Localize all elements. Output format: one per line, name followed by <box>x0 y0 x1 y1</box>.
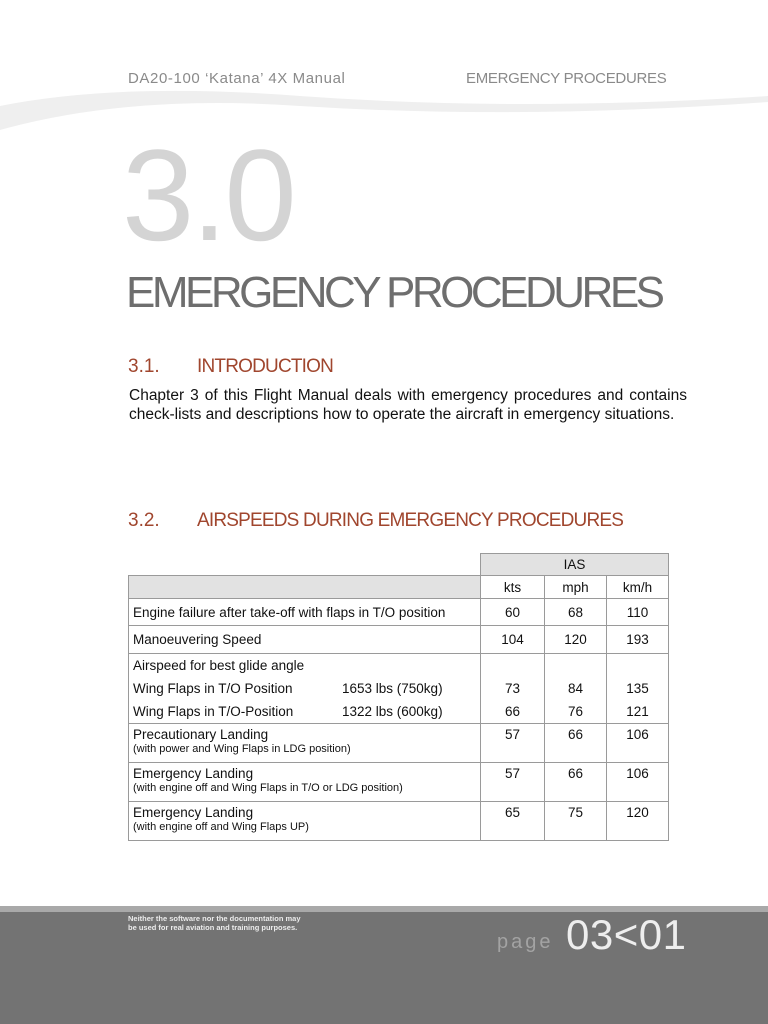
unit-mph: mph <box>545 576 607 599</box>
section-title: AIRSPEEDS DURING EMERGENCY PROCEDURES <box>197 510 624 531</box>
page-number: 03<01 <box>566 911 687 958</box>
table-row: Emergency Landing (with engine off and Wing Flaps in T/O or LDG position) 57 66 106 <box>129 763 669 802</box>
airspeed-table <box>128 553 669 841</box>
table-row: Precautionary Landing (with power and Wing Flaps in LDG position) 57 66 106 <box>129 724 669 763</box>
row-note: (with power and Wing Flaps in LDG position) <box>133 743 351 755</box>
page-label: page <box>497 931 554 953</box>
footer-disclaimer: Neither the software nor the documentation may be used for real aviation and training purposes. <box>128 914 301 932</box>
row-label: Emergency Landing <box>133 766 254 781</box>
row-label: Emergency Landing <box>133 805 254 820</box>
table-units-row <box>129 576 669 599</box>
header-section-title: EMERGENCY PROCEDURES <box>466 70 667 87</box>
intro-paragraph: Chapter 3 of this Flight Manual deals with emergency procedures and contains check-lists and descriptions how to operate the aircraft in emergency situations. <box>129 387 687 423</box>
table-header-row <box>129 554 669 576</box>
section-heading-airspeeds <box>128 510 623 532</box>
row-label: Precautionary Landing <box>133 727 269 742</box>
section-heading-introduction <box>128 356 333 378</box>
header-swoosh <box>0 86 768 146</box>
chapter-number: 3.0 <box>122 122 294 268</box>
table-row: Engine failure after take-off with flaps in T/O position 60 68 110 <box>129 599 669 626</box>
row-label: Engine failure after take-off with flaps in T/O position <box>129 599 481 626</box>
section-number: 3.2. <box>128 510 160 531</box>
ias-header: IAS <box>481 554 669 576</box>
row-note: (with engine off and Wing Flaps in T/O or LDG position) <box>133 782 403 794</box>
section-title: INTRODUCTION <box>197 356 334 377</box>
row-note: (with engine off and Wing Flaps UP) <box>133 821 309 833</box>
row-label: Airspeed for best glide angle <box>133 658 305 673</box>
section-number: 3.1. <box>128 356 160 377</box>
table-row-glide: Airspeed for best glide angle Wing Flaps in T/O Position 1653 lbs (750kg) Wing Flaps in T/O-Position 1322 lbs (600kg) 73 66 84 76 135 121 <box>129 654 669 724</box>
table-row: Manoeuvering Speed 104 120 193 <box>129 626 669 654</box>
chapter-title: EMERGENCY PROCEDURES <box>126 268 662 317</box>
table-row: Emergency Landing (with engine off and Wing Flaps UP) 65 75 120 <box>129 802 669 841</box>
unit-kts: kts <box>481 576 545 599</box>
header-manual-title: DA20-100 ‘Katana’ 4X Manual <box>128 70 346 87</box>
row-label: Manoeuvering Speed <box>129 626 481 654</box>
unit-kmh: km/h <box>607 576 669 599</box>
